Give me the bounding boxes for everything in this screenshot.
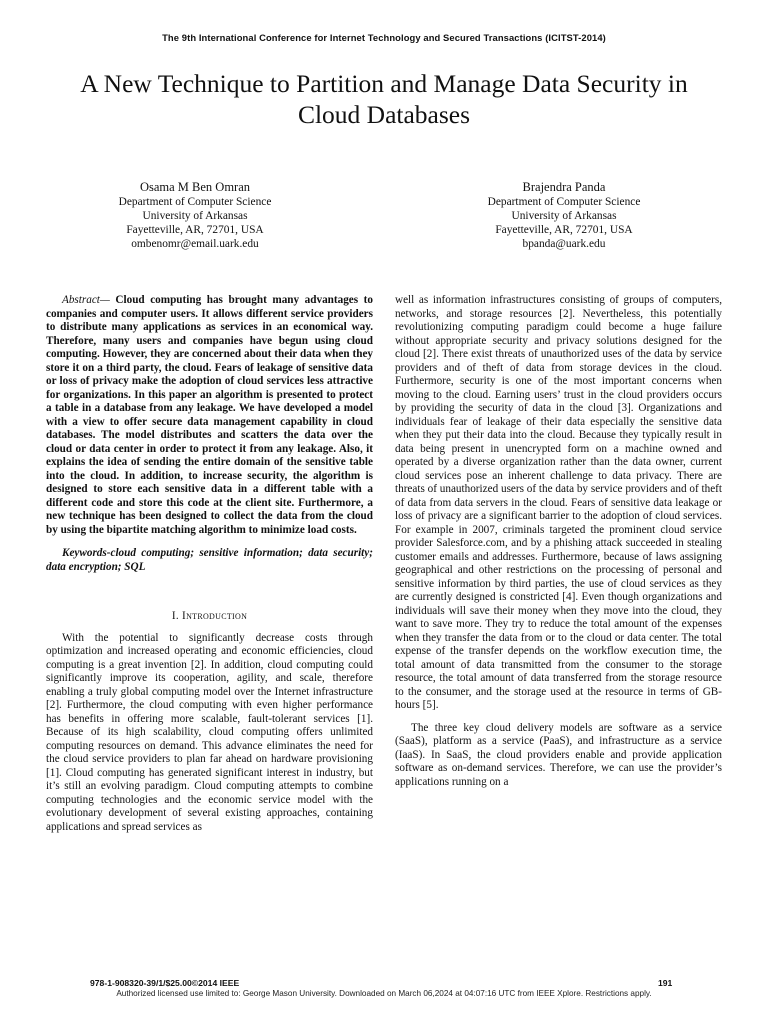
author-email: bpanda@uark.edu — [522, 238, 606, 250]
author-block-2 — [414, 180, 714, 251]
left-column — [46, 294, 373, 834]
section-heading: I. Introduction — [171, 610, 248, 622]
right-column — [395, 294, 722, 789]
abstract — [46, 294, 373, 537]
author-department: Department of Computer Science — [487, 196, 641, 208]
author-location: Fayetteville, AR, 72701, USA — [126, 224, 264, 236]
author-name: Brajendra Panda — [522, 180, 606, 194]
author-name: Osama M Ben Omran — [139, 180, 251, 194]
author-block-1 — [45, 180, 345, 251]
author-university: University of Arkansas — [511, 210, 617, 222]
author-university: University of Arkansas — [142, 210, 248, 222]
page-number: 191 — [658, 978, 673, 988]
author-location: Fayetteville, AR, 72701, USA — [495, 224, 633, 236]
author-email: ombenomr@email.uark.edu — [131, 238, 259, 250]
author-department: Department of Computer Science — [118, 196, 272, 208]
abstract-lead: Abstract— — [62, 294, 110, 306]
body-paragraph: With the potential to significantly decrease costs through optimization and increased operating and economic efficiencies, cloud computing is a great invention [2]. In addition, cloud computing could significantly improve its cooperation, agility, and scale, therefore enabling a truly global computing model over the Internet infrastructure [2]. Furthermore, the cloud computing with even higher performance has benefits in offering more scalable, fault-tolerant services [1]. Because of its high scalability, cloud computing offers unlimited computing resources on demand. This advance eliminates the need for the cloud service providers to plan far ahead on hardware provisioning [1]. Cloud computing has generated significant interest in industry, but it’s still an evolving paradigm. Cloud computing attempts to combine computing technologies and the economic service model with the evolutionary development of several existing approaches, containing applications and spread services as — [46, 631, 373, 833]
body-paragraph: The three key cloud delivery models are software as a service (SaaS), platform as a service (PaaS), and infrastructure as a service (IaaS). In SaaS, the cloud providers enable and provide application software as on-demand services. Therefore, we can use the provider’s applications running on a — [395, 721, 722, 788]
license-notice: Authorized licensed use limited to: George Mason University. Downloaded on March 06,2024 at 04:07:16 UTC from IEEE Xplore. Restrictions apply. — [116, 989, 652, 998]
body-paragraph: well as information infrastructures consisting of groups of computers, networks, and storage resources [2]. Nevertheless, this potentially revolutionizing computing paradigm could become a huge failure without appropriate security and privacy solutions designed for the cloud [2]. There exist threats of unauthorized uses of the data by service providers and of theft of data from storage devices in the cloud. Furthermore, security is one of the most important concerns when moving to the cloud. Earning users’ trust in the cloud providers occurs by providing the security of data in the cloud [3]. Organizations and individuals fear of leakage of their data especially the sensitive data when they put their data into the cloud. Because they typically result in data being present in unencrypted form on a machine owned and operated by a diverse organization rather than the data owner, current cloud services pose an inherent challenge to data privacy. There are threats of unauthorized users of the data by service providers and of theft of data from data servers in the cloud. Fears of sensitive data leakage or loss of privacy are a significant barrier to the adoption of cloud services. For example in 2007, criminals targeted the prominent cloud service provider Salesforce.com, and by a phishing attack succeeded in stealing customer emails and addresses. Furthermore, because of laws assigning geographical and other restrictions on the processing of personal and sensitive information by third parties, the use of cloud services as they are currently designed is constricted [4]. Even though organizations and individuals will save their money when they move into the cloud, they want to save more. They try to reduce the total amount of the expenses when they transfer the data from or to the cloud or data center. The total expense of the transfer depends on the workflow execution time, the total amount of data transmitted from the consumer to the storage resource, the total amount of data transferred from the storage resource to the consumer, and the storage used at the resource in terms of GB-hours [5]. — [395, 294, 722, 711]
conference-header: The 9th International Conference for Internet Technology and Secured Transactions (ICITST-2014) — [162, 32, 606, 43]
paper-title: A New Technique to Partition and Manage Data Security in Cloud Databases — [80, 69, 688, 129]
abstract-text: Cloud computing has brought many advantages to companies and computer users. It allows different service providers to distribute many applications as services in an economical way. Therefore, many users and companies have begun using cloud computing. However, they are concerned about their data when they store it on a third party, the cloud. Fears of leakage of sensitive data or loss of privacy make the adoption of cloud services less attractive for organizations. In this paper an algorithm is presented to protect a table in a database from any leakage. We have developed a model with a view to offer secure data management capability in cloud databases. The model distributes and scatters the data over the cloud or data center in order to protect it from any leakage. Also, it explains the idea of sending the entire domain of the sensitive table into the cloud. In addition, to increase security, the algorithm is designed to store each sensitive data in a different table with a different code and store this code at the client site. Furthermore, a new technique has been designed to collect the data from the cloud by using the bipartite matching algorithm to minimize load costs. — [46, 294, 373, 536]
keywords: Keywords-cloud computing; sensitive information; data security; data encryption; SQL — [46, 547, 373, 573]
footer-isbn: 978-1-908320-39/1/$25.00©2014 IEEE — [90, 978, 240, 988]
